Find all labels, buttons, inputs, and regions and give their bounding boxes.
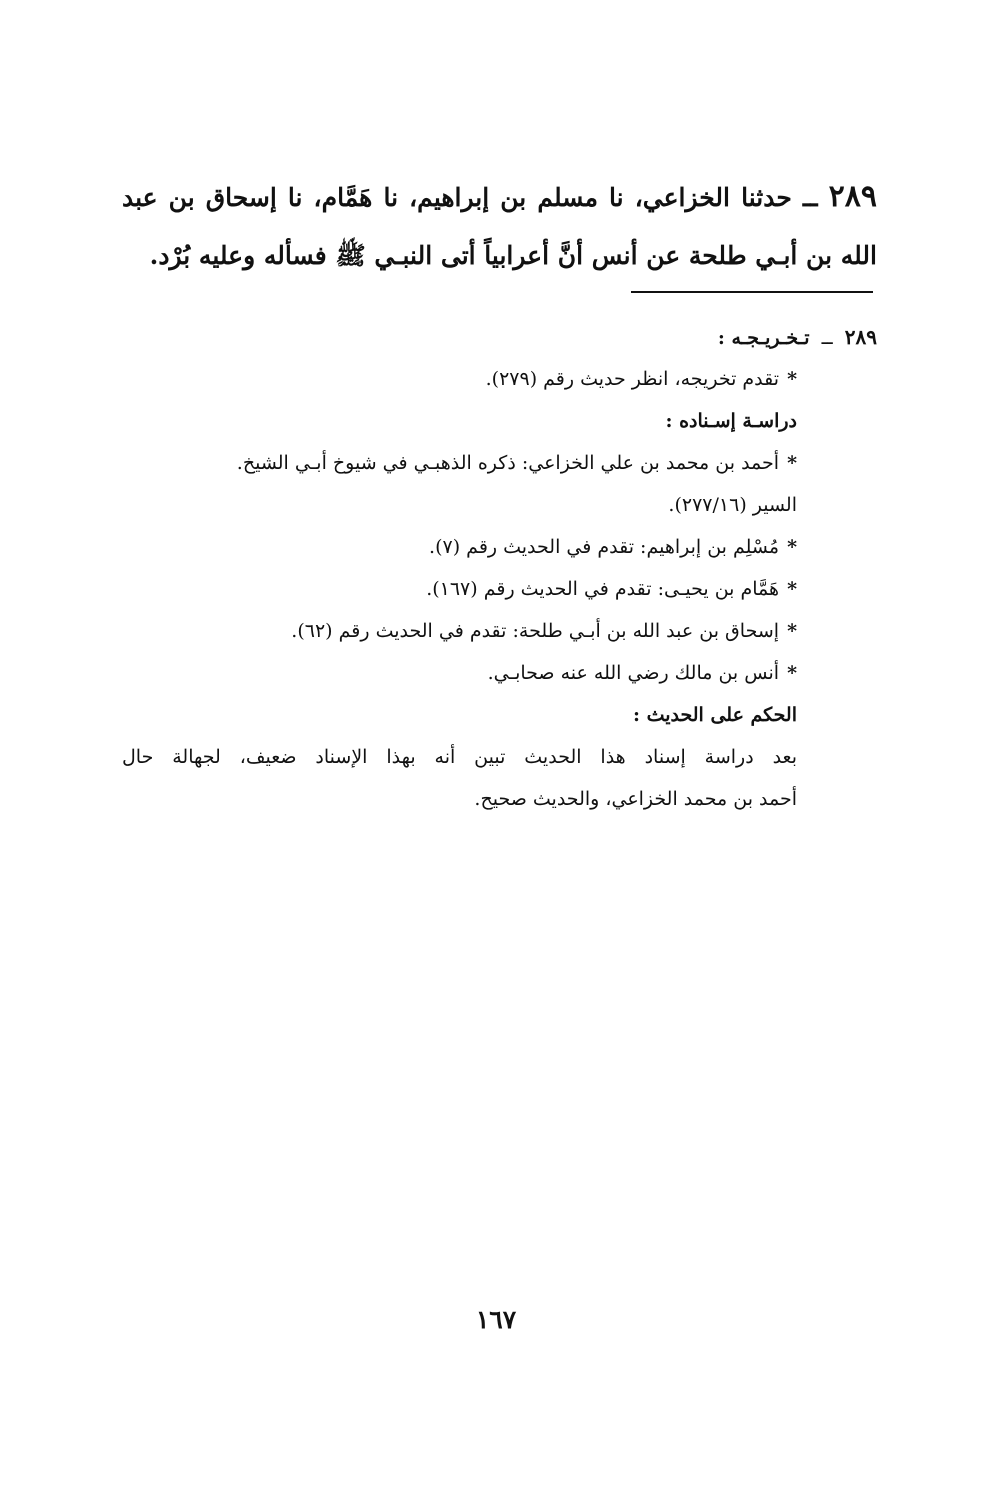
page-number: ١٦٧ (475, 1305, 517, 1334)
narrator-ahmad-text: أحمد بن محمد بن علي الخزاعي: ذكره الذهبـي في شيوخ أبـي الشيخ. (236, 452, 780, 474)
takhrij-title: تـخـريـجـه : (717, 327, 810, 349)
hukm-line-1 (122, 736, 877, 778)
isnad-title: دراسـة إسـناده : (665, 410, 797, 432)
bullet-icon: * (787, 452, 797, 474)
narrator-anas-text: أنس بن مالك رضي الله عنه صحابـي. (487, 662, 780, 684)
narrator-hammam (122, 568, 877, 610)
bullet-icon: * (787, 536, 797, 558)
narrator-anas (122, 652, 877, 694)
hadith-number: ٢٨٩ (828, 179, 877, 214)
narrator-ishaq-text: إسحاق بن عبد الله بن أبـي طلحة: تقدم في الحديث رقم (٦٢). (291, 620, 780, 642)
narrator-ahmad-source (122, 484, 877, 526)
hukm-line-2 (122, 778, 877, 820)
hadith-dash: ــ (802, 183, 818, 212)
bullet-icon: * (787, 578, 797, 600)
footnote-divider (631, 291, 873, 293)
hukm-title: الحكم على الحديث : (632, 704, 797, 726)
narrator-muslim (122, 526, 877, 568)
bullet-icon: * (787, 368, 797, 390)
narrator-ahmad (122, 442, 877, 484)
isnad-heading (122, 400, 877, 442)
hukm-heading (122, 694, 877, 736)
takhrij-dash: ــ (821, 327, 833, 349)
narrator-ishaq (122, 610, 877, 652)
narrator-hammam-text: هَمَّام بن يحيـى: تقدم في الحديث رقم (١٦٧). (426, 578, 780, 600)
takhrij-item (122, 358, 877, 400)
bullet-icon: * (787, 662, 797, 684)
hukm-line-1-text: بعد دراسة إسناد هذا الحديث تبين أنه بهذا الإسناد ضعيف، لجهالة حال (122, 746, 797, 768)
hukm-line-2-text: أحمد بن محمد الخزاعي، والحديث صحيح. (474, 788, 797, 810)
takhrij-item-text: تقدم تخريجه، انظر حديث رقم (٢٧٩). (485, 368, 780, 390)
hadith-text-block (122, 168, 877, 285)
narrator-ahmad-source-text: السير (٢٧٧/١٦). (668, 494, 797, 516)
takhrij-heading (122, 316, 877, 358)
narrator-muslim-text: مُسْلِم بن إبراهيم: تقدم في الحديث رقم (٧). (429, 536, 780, 558)
takhrij-number: ٢٨٩ (844, 325, 877, 349)
hadith-body: حدثنا الخزاعي، نا مسلم بن إبراهيم، نا هَمَّام، نا إسحاق بن عبد الله بن أبـي طلحة عن أنس أنَّ أعرابياً أتى النبـي ﷺ فسأله وعليه بُرْد. (122, 183, 877, 270)
bullet-icon: * (787, 620, 797, 642)
commentary-block (122, 316, 877, 820)
